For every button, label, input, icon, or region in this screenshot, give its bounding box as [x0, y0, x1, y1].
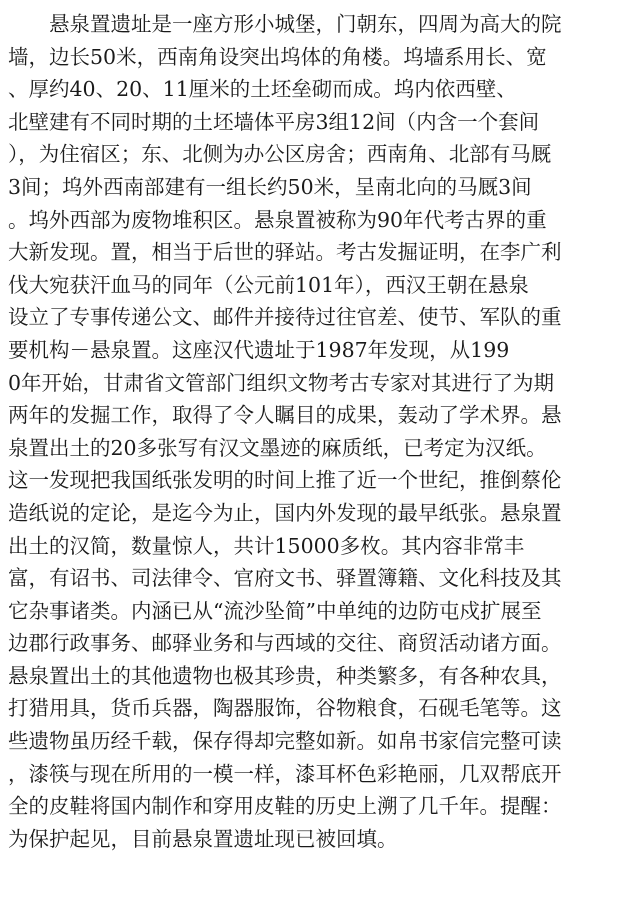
text-line: 泉置出土的20多张写有汉文墨迹的麻质纸，已考定为汉纸。 [8, 435, 547, 460]
text-line: 设立了专事传递公文、邮件并接待过往官差、使节、军队的重 [8, 305, 562, 330]
text-line: 3间；坞外西南部建有一组长约50米，呈南北向的马厩3间 [8, 174, 532, 199]
text-line: 两年的发掘工作，取得了令人瞩目的成果，轰动了学术界。悬 [8, 403, 562, 428]
text-line: 些遗物虽历经千载，保存得却完整如新。如帛书家信完整可读 [8, 729, 562, 754]
text-line: 。坞外西部为废物堆积区。悬泉置被称为90年代考古界的重 [8, 207, 547, 232]
text-line: 悬泉置遗址是一座方形小城堡，门朝东，四周为高大的院 [8, 12, 562, 36]
text-line: 、厚约40、20、11厘米的土坯垒砌而成。坞内依西壁、 [8, 77, 517, 102]
text-line: 要机构－悬泉置。这座汉代遗址于1987年发现，从199 [8, 337, 510, 362]
text-line: 墙，边长50米，西南角设突出坞体的角楼。坞墙系用长、宽 [8, 44, 547, 69]
text-line: 大新发现。置，相当于后世的驿站。考古发掘证明，在李广利 [8, 240, 562, 265]
text-line: 富，有诏书、司法律令、官府文书、驿置簿籍、文化科技及其 [8, 566, 562, 591]
text-line: 边郡行政事务、邮驿业务和与西域的交往、商贸活动诸方面。 [8, 631, 562, 656]
text-line: 0年开始，甘肃省文管部门组织文物考古专家对其进行了为期 [8, 370, 555, 395]
text-line: 伐大宛获汗血马的同年（公元前101年），西汉王朝在悬泉 [8, 272, 529, 297]
text-line: 为保护起见，目前悬泉置遗址现已被回填。 [8, 826, 398, 851]
text-line: 悬泉置出土的其他遗物也极其珍贵，种类繁多，有各种农具， [8, 663, 562, 688]
article-body [8, 8, 636, 855]
text-line: 它杂事诸类。内涵已从“流沙坠简”中单纯的边防屯戍扩展至 [8, 598, 542, 623]
text-line: 造纸说的定论，是迄今为止，国内外发现的最早纸张。悬泉置 [8, 500, 562, 525]
text-line: 北壁建有不同时期的土坯墙体平房3组12间（内含一个套间 [8, 109, 540, 134]
text-line: 这一发现把我国纸张发明的时间上推了近一个世纪，推倒蔡伦 [8, 468, 562, 493]
text-line: 全的皮鞋将国内制作和穿用皮鞋的历史上溯了几千年。提醒： [8, 794, 562, 819]
text-line: 出土的汉简，数量惊人，共计15000多枚。其内容非常丰 [8, 533, 525, 558]
text-line: ，漆筷与现在所用的一模一样，漆耳杯色彩艳丽，几双帮底开 [8, 761, 562, 786]
text-line: 打猎用具，货币兵器，陶器服饰，谷物粮食，石砚毛笔等。这 [8, 696, 562, 721]
text-line: ），为住宿区；东、北侧为办公区房舍；西南角、北部有马厩 [8, 142, 552, 167]
